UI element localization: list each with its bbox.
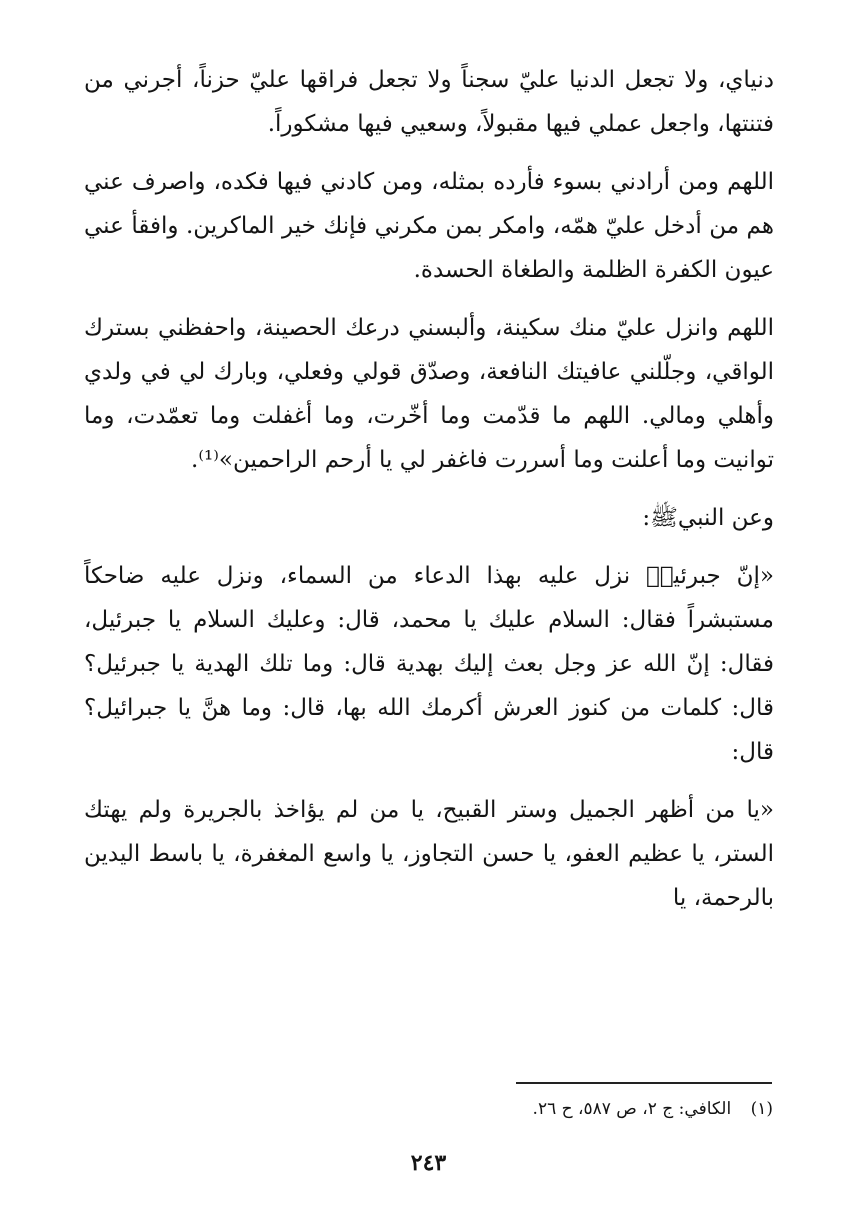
footnote-number: (١)	[750, 1099, 773, 1119]
body-text	[84, 58, 774, 934]
footnote	[83, 1095, 773, 1123]
paragraph-wa-an-annabi: وعن النبيﷺ:	[642, 505, 774, 531]
paragraph-dunyay: دنياي، ولا تجعل الدنيا عليّ سجناً ولا تجعل فراقها عليّ حزناً، أجرني من فتنتها، واجعل عملي فيها مقبولاً، وسعيي فيها مشكوراً.	[84, 67, 774, 137]
paragraph-jibrail-narration: «إنّ جبرئيلؑ نزل عليه بهذا الدعاء من السماء، ونزل عليه ضاحكاً مستبشراً فقال: السلام عليك يا محمد، قال: وعليك السلام يا جبرئيل، فقال: إنّ الله عز وجل بعث إليك بهدية قال: وما تلك الهدية يا جبرئيل؟ قال: كلمات من كنوز العرش أكرمك الله بها، قال: وما هنَّ يا جبرائيل؟ قال:	[84, 563, 774, 765]
footnote-divider	[516, 1082, 772, 1084]
paragraph-allahumma-man-aradani: اللهم ومن أرادني بسوء فأرده بمثله، ومن كادني فيها فكده، واصرف عني هم من أدخل عليّ همّه، وامكر بمن مكرني فإنك خير الماكرين. وافقأ عني عيون الكفرة الظلمة والطغاة الحسدة.	[84, 169, 774, 283]
page-number: ٢٤٣	[410, 1150, 447, 1176]
paragraph-ya-man-azhar: «يا من أظهر الجميل وستر القبيح، يا من لم يؤاخذ بالجريرة ولم يهتك الستر، يا عظيم العفو، يا حسن التجاوز، يا واسع المغفرة، يا باسط اليدين بالرحمة، يا	[84, 797, 774, 911]
footnote-text: الكافي: ج ٢، ص ٥٨٧، ح ٢٦.	[532, 1099, 732, 1119]
paragraph-allahumma-anzil: اللهم وانزل عليّ منك سكينة، وألبسني درعك الحصينة، واحفظني بسترك الواقي، وجلّلني عافيتك النافعة، وصدّق قولي وفعلي، وبارك لي في ولدي وأهلي ومالي. اللهم ما قدّمت وما أخّرت، وما أغفلت وما تعمّدت، وما توانيت وما أعلنت وما أسررت فاغفر لي يا أرحم الراحمين»⁽¹⁾.	[84, 315, 774, 473]
